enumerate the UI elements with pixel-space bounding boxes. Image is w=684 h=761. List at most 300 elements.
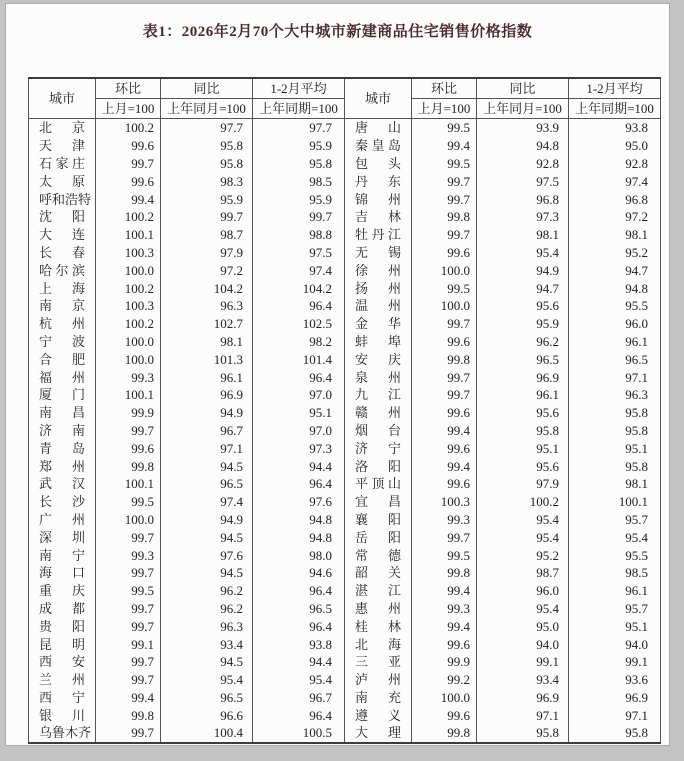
city-cell-right: 惠州 xyxy=(345,600,412,618)
yoy-cell-left: 94.9 xyxy=(161,511,253,529)
table-row xyxy=(29,226,661,244)
yoy-cell-left: 95.8 xyxy=(161,137,253,155)
table-row xyxy=(29,564,661,582)
avg-cell-right: 95.5 xyxy=(569,297,661,315)
mom-cell-right: 99.8 xyxy=(412,724,477,743)
table-row xyxy=(29,333,661,351)
yoy-cell-left: 96.6 xyxy=(161,706,253,724)
mom-cell-left: 99.9 xyxy=(96,404,161,422)
avg-cell-right: 97.4 xyxy=(569,172,661,190)
yoy-cell-right: 96.9 xyxy=(477,368,569,386)
mom-cell-right: 99.7 xyxy=(412,528,477,546)
city-cell-right: 锦州 xyxy=(345,190,412,208)
yoy-cell-left: 95.4 xyxy=(161,671,253,689)
avg-cell-left: 98.5 xyxy=(253,172,345,190)
mom-cell-left: 99.5 xyxy=(96,493,161,511)
mom-cell-left: 100.3 xyxy=(96,244,161,262)
avg-cell-left: 97.4 xyxy=(253,261,345,279)
city-cell-left: 西宁 xyxy=(29,689,96,707)
mom-cell-left: 99.8 xyxy=(96,706,161,724)
avg-cell-right: 97.1 xyxy=(569,368,661,386)
avg-cell-left: 101.4 xyxy=(253,350,345,368)
avg-cell-left: 93.8 xyxy=(253,635,345,653)
city-cell-left: 福州 xyxy=(29,368,96,386)
mom-cell-left: 100.2 xyxy=(96,119,161,137)
yoy-cell-right: 95.0 xyxy=(477,617,569,635)
avg-cell-left: 97.0 xyxy=(253,422,345,440)
table-row xyxy=(29,119,661,137)
yoy-cell-left: 97.1 xyxy=(161,439,253,457)
city-cell-right: 赣州 xyxy=(345,404,412,422)
avg-cell-right: 96.0 xyxy=(569,315,661,333)
avg-cell-left: 97.3 xyxy=(253,439,345,457)
avg-cell-left: 96.4 xyxy=(253,368,345,386)
avg-cell-right: 95.7 xyxy=(569,600,661,618)
city-cell-left: 西安 xyxy=(29,653,96,671)
city-cell-left: 哈尔滨 xyxy=(29,261,96,279)
mom-cell-right: 100.0 xyxy=(412,297,477,315)
price-index-table xyxy=(28,77,661,744)
avg-cell-right: 94.7 xyxy=(569,261,661,279)
table-row xyxy=(29,404,661,422)
mom-cell-left: 99.1 xyxy=(96,635,161,653)
yoy-cell-right: 95.2 xyxy=(477,546,569,564)
yoy-cell-right: 95.8 xyxy=(477,724,569,743)
avg-cell-right: 92.8 xyxy=(569,155,661,173)
city-cell-left: 贵阳 xyxy=(29,617,96,635)
yoy-cell-left: 96.2 xyxy=(161,600,253,618)
city-cell-left: 太原 xyxy=(29,172,96,190)
table-row xyxy=(29,244,661,262)
city-cell-right: 金华 xyxy=(345,315,412,333)
yoy-cell-left: 95.9 xyxy=(161,190,253,208)
table-row xyxy=(29,582,661,600)
yoy-cell-left: 97.2 xyxy=(161,261,253,279)
yoy-cell-right: 95.4 xyxy=(477,528,569,546)
avg-cell-right: 95.7 xyxy=(569,511,661,529)
mom-cell-left: 100.1 xyxy=(96,386,161,404)
yoy-cell-left: 98.3 xyxy=(161,172,253,190)
page-title: 表1：2026年2月70个大中城市新建商品住宅销售价格指数 xyxy=(142,24,533,40)
city-cell-right: 吉林 xyxy=(345,208,412,226)
yoy-cell-left: 94.5 xyxy=(161,564,253,582)
table-row xyxy=(29,172,661,190)
avg-cell-left: 94.8 xyxy=(253,528,345,546)
city-cell-right: 宜昌 xyxy=(345,493,412,511)
mom-cell-right: 99.2 xyxy=(412,671,477,689)
avg-cell-left: 96.4 xyxy=(253,297,345,315)
mom-cell-left: 100.0 xyxy=(96,350,161,368)
yoy-cell-right: 96.9 xyxy=(477,689,569,707)
yoy-cell-left: 96.1 xyxy=(161,368,253,386)
avg-cell-right: 93.8 xyxy=(569,119,661,137)
avg-cell-left: 96.4 xyxy=(253,582,345,600)
mom-cell-left: 99.7 xyxy=(96,600,161,618)
mom-cell-left: 99.3 xyxy=(96,546,161,564)
yoy-cell-left: 97.9 xyxy=(161,244,253,262)
table-row xyxy=(29,279,661,297)
city-cell-right: 岳阳 xyxy=(345,528,412,546)
avg-cell-left: 96.5 xyxy=(253,600,345,618)
city-cell-right: 徐州 xyxy=(345,261,412,279)
avg-cell-left: 96.4 xyxy=(253,617,345,635)
avg-cell-right: 97.2 xyxy=(569,208,661,226)
mom-cell-right: 99.6 xyxy=(412,439,477,457)
mom-cell-left: 100.2 xyxy=(96,315,161,333)
mom-cell-left: 100.1 xyxy=(96,226,161,244)
table-row xyxy=(29,600,661,618)
city-cell-left: 兰州 xyxy=(29,671,96,689)
avg-cell-right: 94.8 xyxy=(569,279,661,297)
table-body xyxy=(29,119,661,743)
avg-cell-left: 102.5 xyxy=(253,315,345,333)
yoy-cell-left: 94.5 xyxy=(161,653,253,671)
mom-cell-left: 100.0 xyxy=(96,261,161,279)
mom-cell-left: 99.7 xyxy=(96,564,161,582)
yoy-cell-right: 100.2 xyxy=(477,493,569,511)
city-cell-right: 秦皇岛 xyxy=(345,137,412,155)
table-row xyxy=(29,350,661,368)
avg-cell-left: 97.7 xyxy=(253,119,345,137)
header-city-right: 城市 xyxy=(345,78,412,119)
yoy-cell-left: 95.8 xyxy=(161,155,253,173)
avg-cell-left: 95.1 xyxy=(253,404,345,422)
avg-cell-right: 97.1 xyxy=(569,706,661,724)
yoy-cell-left: 96.7 xyxy=(161,422,253,440)
mom-cell-left: 99.7 xyxy=(96,653,161,671)
mom-cell-left: 99.7 xyxy=(96,155,161,173)
yoy-cell-left: 96.5 xyxy=(161,475,253,493)
document-page xyxy=(6,4,669,745)
city-cell-right: 南充 xyxy=(345,689,412,707)
header-mom-base-left: 上月=100 xyxy=(96,99,161,119)
avg-cell-left: 98.8 xyxy=(253,226,345,244)
avg-cell-right: 95.8 xyxy=(569,404,661,422)
mom-cell-right: 99.7 xyxy=(412,172,477,190)
yoy-cell-left: 104.2 xyxy=(161,279,253,297)
yoy-cell-right: 93.9 xyxy=(477,119,569,137)
yoy-cell-right: 96.1 xyxy=(477,386,569,404)
mom-cell-left: 99.7 xyxy=(96,422,161,440)
city-cell-right: 牡丹江 xyxy=(345,226,412,244)
city-cell-left: 武汉 xyxy=(29,475,96,493)
avg-cell-left: 100.5 xyxy=(253,724,345,743)
table-row xyxy=(29,546,661,564)
city-cell-left: 南京 xyxy=(29,297,96,315)
table-row xyxy=(29,617,661,635)
city-cell-right: 北海 xyxy=(345,635,412,653)
yoy-cell-left: 94.5 xyxy=(161,457,253,475)
yoy-cell-left: 97.6 xyxy=(161,546,253,564)
city-cell-left: 北京 xyxy=(29,119,96,137)
mom-cell-right: 99.6 xyxy=(412,475,477,493)
city-cell-left: 呼和浩特 xyxy=(29,190,96,208)
avg-cell-left: 97.0 xyxy=(253,386,345,404)
table-row xyxy=(29,671,661,689)
yoy-cell-right: 95.9 xyxy=(477,315,569,333)
mom-cell-right: 99.4 xyxy=(412,137,477,155)
mom-cell-right: 99.8 xyxy=(412,564,477,582)
table-row xyxy=(29,155,661,173)
avg-cell-right: 93.6 xyxy=(569,671,661,689)
city-cell-left: 杭州 xyxy=(29,315,96,333)
yoy-cell-right: 99.1 xyxy=(477,653,569,671)
yoy-cell-left: 98.1 xyxy=(161,333,253,351)
header-avg-base-right: 上年同期=100 xyxy=(569,99,661,119)
avg-cell-right: 98.5 xyxy=(569,564,661,582)
mom-cell-left: 99.5 xyxy=(96,582,161,600)
mom-cell-right: 99.4 xyxy=(412,422,477,440)
avg-cell-right: 98.1 xyxy=(569,226,661,244)
avg-cell-left: 94.6 xyxy=(253,564,345,582)
mom-cell-right: 99.4 xyxy=(412,617,477,635)
mom-cell-left: 100.1 xyxy=(96,475,161,493)
yoy-cell-left: 96.9 xyxy=(161,386,253,404)
city-cell-left: 天津 xyxy=(29,137,96,155)
table-row xyxy=(29,297,661,315)
table-row xyxy=(29,457,661,475)
yoy-cell-right: 96.2 xyxy=(477,333,569,351)
table-row xyxy=(29,137,661,155)
yoy-cell-right: 95.6 xyxy=(477,404,569,422)
mom-cell-left: 99.7 xyxy=(96,724,161,743)
yoy-cell-right: 97.5 xyxy=(477,172,569,190)
avg-cell-left: 96.4 xyxy=(253,475,345,493)
avg-cell-left: 97.6 xyxy=(253,493,345,511)
yoy-cell-right: 98.7 xyxy=(477,564,569,582)
table-row xyxy=(29,724,661,743)
mom-cell-right: 99.7 xyxy=(412,315,477,333)
mom-cell-left: 99.8 xyxy=(96,457,161,475)
yoy-cell-right: 94.0 xyxy=(477,635,569,653)
city-cell-left: 银川 xyxy=(29,706,96,724)
table-row xyxy=(29,493,661,511)
city-cell-right: 三亚 xyxy=(345,653,412,671)
city-cell-right: 泉州 xyxy=(345,368,412,386)
table-row xyxy=(29,439,661,457)
city-cell-right: 包头 xyxy=(345,155,412,173)
yoy-cell-right: 95.4 xyxy=(477,600,569,618)
mom-cell-right: 99.6 xyxy=(412,404,477,422)
yoy-cell-left: 96.2 xyxy=(161,582,253,600)
city-cell-left: 长沙 xyxy=(29,493,96,511)
yoy-cell-left: 98.7 xyxy=(161,226,253,244)
avg-cell-left: 94.4 xyxy=(253,653,345,671)
mom-cell-right: 99.5 xyxy=(412,155,477,173)
yoy-cell-right: 94.7 xyxy=(477,279,569,297)
table-row xyxy=(29,190,661,208)
mom-cell-right: 100.0 xyxy=(412,689,477,707)
yoy-cell-right: 96.0 xyxy=(477,582,569,600)
table-row xyxy=(29,689,661,707)
mom-cell-right: 100.3 xyxy=(412,493,477,511)
city-cell-right: 平顶山 xyxy=(345,475,412,493)
mom-cell-right: 99.4 xyxy=(412,457,477,475)
mom-cell-right: 99.9 xyxy=(412,653,477,671)
city-cell-right: 常德 xyxy=(345,546,412,564)
yoy-cell-right: 94.9 xyxy=(477,261,569,279)
avg-cell-left: 98.2 xyxy=(253,333,345,351)
avg-cell-right: 95.4 xyxy=(569,528,661,546)
yoy-cell-right: 95.6 xyxy=(477,297,569,315)
avg-cell-right: 99.1 xyxy=(569,653,661,671)
city-cell-left: 昆明 xyxy=(29,635,96,653)
header-yoy-base-left: 上年同月=100 xyxy=(161,99,253,119)
header-avg-base-left: 上年同期=100 xyxy=(253,99,345,119)
table-row xyxy=(29,422,661,440)
mom-cell-left: 100.0 xyxy=(96,333,161,351)
avg-cell-right: 96.5 xyxy=(569,350,661,368)
avg-cell-left: 98.0 xyxy=(253,546,345,564)
table-row xyxy=(29,208,661,226)
mom-cell-right: 99.5 xyxy=(412,119,477,137)
table-row xyxy=(29,386,661,404)
yoy-cell-left: 102.7 xyxy=(161,315,253,333)
city-cell-right: 九江 xyxy=(345,386,412,404)
mom-cell-left: 100.0 xyxy=(96,511,161,529)
mom-cell-right: 99.8 xyxy=(412,208,477,226)
header-mom-right: 环比 xyxy=(412,78,477,99)
city-cell-left: 深圳 xyxy=(29,528,96,546)
city-cell-right: 安庆 xyxy=(345,350,412,368)
yoy-cell-left: 96.3 xyxy=(161,297,253,315)
table-row xyxy=(29,475,661,493)
table-row xyxy=(29,368,661,386)
city-cell-right: 泸州 xyxy=(345,671,412,689)
yoy-cell-right: 96.5 xyxy=(477,350,569,368)
yoy-cell-left: 97.4 xyxy=(161,493,253,511)
mom-cell-left: 100.2 xyxy=(96,208,161,226)
avg-cell-left: 95.4 xyxy=(253,671,345,689)
avg-cell-right: 95.5 xyxy=(569,546,661,564)
avg-cell-right: 94.0 xyxy=(569,635,661,653)
avg-cell-right: 96.1 xyxy=(569,582,661,600)
city-cell-right: 遵义 xyxy=(345,706,412,724)
header-avg-right: 1-2月平均 xyxy=(569,78,661,99)
yoy-cell-right: 95.6 xyxy=(477,457,569,475)
avg-cell-right: 95.8 xyxy=(569,457,661,475)
yoy-cell-right: 96.8 xyxy=(477,190,569,208)
avg-cell-right: 95.8 xyxy=(569,422,661,440)
yoy-cell-left: 101.3 xyxy=(161,350,253,368)
yoy-cell-left: 100.4 xyxy=(161,724,253,743)
yoy-cell-right: 95.4 xyxy=(477,511,569,529)
avg-cell-right: 100.1 xyxy=(569,493,661,511)
avg-cell-right: 96.1 xyxy=(569,333,661,351)
mom-cell-right: 99.7 xyxy=(412,190,477,208)
city-cell-left: 乌鲁木齐 xyxy=(29,724,96,743)
mom-cell-left: 100.2 xyxy=(96,279,161,297)
table-row xyxy=(29,315,661,333)
avg-cell-left: 94.4 xyxy=(253,457,345,475)
city-cell-left: 厦门 xyxy=(29,386,96,404)
table-row xyxy=(29,635,661,653)
city-cell-left: 石家庄 xyxy=(29,155,96,173)
avg-cell-right: 95.1 xyxy=(569,439,661,457)
city-cell-left: 大连 xyxy=(29,226,96,244)
mom-cell-left: 99.6 xyxy=(96,439,161,457)
avg-cell-left: 99.7 xyxy=(253,208,345,226)
table-row xyxy=(29,706,661,724)
yoy-cell-left: 99.7 xyxy=(161,208,253,226)
mom-cell-right: 99.6 xyxy=(412,333,477,351)
table-row xyxy=(29,511,661,529)
avg-cell-left: 96.4 xyxy=(253,706,345,724)
mom-cell-right: 99.7 xyxy=(412,226,477,244)
yoy-cell-left: 96.5 xyxy=(161,689,253,707)
city-cell-left: 南宁 xyxy=(29,546,96,564)
header-yoy-left: 同比 xyxy=(161,78,253,99)
avg-cell-left: 95.9 xyxy=(253,137,345,155)
city-cell-left: 海口 xyxy=(29,564,96,582)
city-cell-right: 襄阳 xyxy=(345,511,412,529)
mom-cell-right: 99.3 xyxy=(412,600,477,618)
city-cell-right: 大理 xyxy=(345,724,412,743)
city-cell-right: 湛江 xyxy=(345,582,412,600)
city-cell-right: 桂林 xyxy=(345,617,412,635)
mom-cell-left: 99.6 xyxy=(96,137,161,155)
yoy-cell-right: 98.1 xyxy=(477,226,569,244)
mom-cell-left: 99.7 xyxy=(96,617,161,635)
avg-cell-right: 95.0 xyxy=(569,137,661,155)
mom-cell-right: 99.4 xyxy=(412,582,477,600)
mom-cell-right: 99.6 xyxy=(412,635,477,653)
yoy-cell-right: 94.8 xyxy=(477,137,569,155)
city-cell-right: 唐山 xyxy=(345,119,412,137)
city-cell-left: 成都 xyxy=(29,600,96,618)
avg-cell-left: 95.9 xyxy=(253,190,345,208)
mom-cell-right: 99.5 xyxy=(412,279,477,297)
city-cell-left: 沈阳 xyxy=(29,208,96,226)
avg-cell-right: 95.2 xyxy=(569,244,661,262)
mom-cell-left: 99.4 xyxy=(96,689,161,707)
city-cell-right: 蚌埠 xyxy=(345,333,412,351)
yoy-cell-right: 95.4 xyxy=(477,244,569,262)
city-cell-right: 韶关 xyxy=(345,564,412,582)
mom-cell-left: 99.4 xyxy=(96,190,161,208)
mom-cell-left: 99.7 xyxy=(96,528,161,546)
yoy-cell-right: 93.4 xyxy=(477,671,569,689)
city-cell-left: 重庆 xyxy=(29,582,96,600)
mom-cell-right: 100.0 xyxy=(412,261,477,279)
yoy-cell-left: 93.4 xyxy=(161,635,253,653)
mom-cell-right: 99.8 xyxy=(412,350,477,368)
yoy-cell-left: 96.3 xyxy=(161,617,253,635)
mom-cell-right: 99.7 xyxy=(412,386,477,404)
city-cell-right: 温州 xyxy=(345,297,412,315)
header-mom-left: 环比 xyxy=(96,78,161,99)
avg-cell-right: 96.3 xyxy=(569,386,661,404)
header-mom-base-right: 上月=100 xyxy=(412,99,477,119)
yoy-cell-right: 97.1 xyxy=(477,706,569,724)
header-yoy-base-right: 上年同月=100 xyxy=(477,99,569,119)
city-cell-left: 宁波 xyxy=(29,333,96,351)
mom-cell-right: 99.7 xyxy=(412,368,477,386)
avg-cell-right: 95.1 xyxy=(569,617,661,635)
city-cell-right: 济宁 xyxy=(345,439,412,457)
mom-cell-left: 99.6 xyxy=(96,172,161,190)
table-row xyxy=(29,528,661,546)
city-cell-left: 济南 xyxy=(29,422,96,440)
header-yoy-right: 同比 xyxy=(477,78,569,99)
table-row xyxy=(29,653,661,671)
header-avg-left: 1-2月平均 xyxy=(253,78,345,99)
city-cell-right: 丹东 xyxy=(345,172,412,190)
avg-cell-left: 96.7 xyxy=(253,689,345,707)
city-cell-left: 合肥 xyxy=(29,350,96,368)
mom-cell-left: 99.3 xyxy=(96,368,161,386)
city-cell-left: 郑州 xyxy=(29,457,96,475)
